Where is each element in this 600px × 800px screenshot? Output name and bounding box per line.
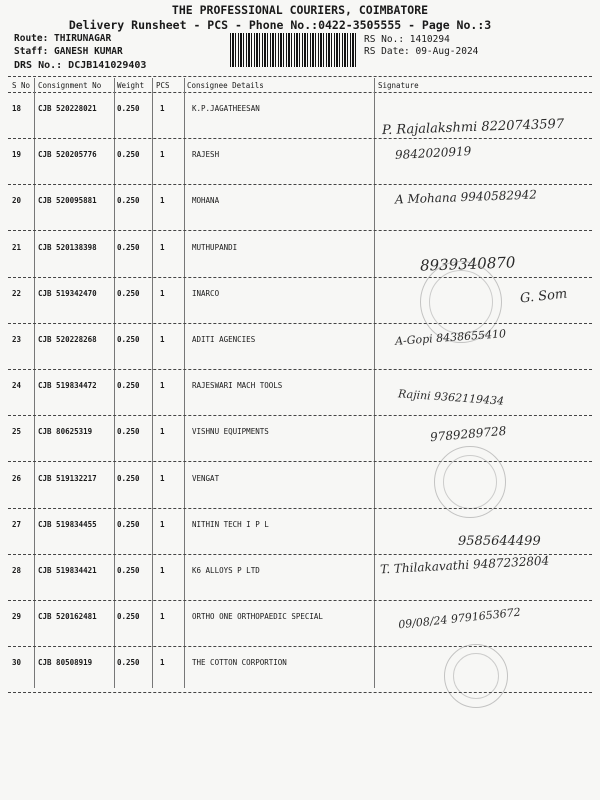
consignment-number: CJB 519342470: [38, 288, 97, 298]
header-rule-bottom: [8, 92, 592, 93]
table-row: [0, 279, 600, 325]
serial-number: 30: [12, 658, 22, 668]
col-pcs: PCS: [156, 81, 170, 90]
handwritten-signature: Rajini 9362119434: [397, 387, 505, 408]
table-row: [0, 140, 600, 186]
consignee-name: ORTHO ONE ORTHOPAEDIC SPECIAL: [192, 612, 323, 622]
company-title: THE PROFESSIONAL COURIERS, COIMBATORE: [171, 3, 429, 17]
consignment-number: CJB 520095881: [38, 196, 97, 206]
pieces: 1: [160, 519, 165, 529]
consignee-name: MOHANA: [192, 196, 220, 206]
consignment-number: CJB 520228268: [38, 335, 97, 344]
consignment-number: CJB 519132217: [38, 473, 97, 483]
serial-number: 20: [12, 196, 22, 206]
weight: 0.250: [117, 566, 140, 575]
handwritten-signature: G. Som: [519, 286, 568, 307]
weight: 0.250: [117, 150, 140, 160]
col-weight: Weight: [117, 81, 145, 90]
consignee-name: RAJESH: [192, 150, 220, 160]
handwritten-signature: 9585644499: [458, 533, 541, 549]
consignment-number: CJB 520162481: [38, 612, 97, 622]
weight: 0.250: [117, 381, 140, 391]
pieces: 1: [160, 612, 165, 622]
consignment-number: CJB 519834455: [38, 519, 97, 529]
pieces: 1: [160, 658, 165, 668]
handwritten-signature: T. Thilakavathi 9487232804: [379, 553, 550, 577]
consignee-name: MUTHUPANDI: [192, 242, 238, 252]
rubber-stamp: [444, 644, 508, 708]
row-divider: [8, 600, 592, 601]
serial-number: 27: [12, 519, 22, 529]
serial-number: 28: [12, 566, 22, 575]
consignment-number: CJB 519834421: [38, 566, 97, 575]
row-divider: [8, 692, 592, 693]
weight: 0.250: [117, 288, 140, 298]
serial-number: 29: [12, 612, 22, 622]
col-sno: S No: [12, 81, 31, 90]
pieces: 1: [160, 288, 165, 298]
table-row: [0, 417, 600, 463]
consignee-name: THE COTTON CORPORTION: [192, 658, 287, 668]
consignment-number: CJB 520138398: [38, 242, 97, 252]
consignment-number: CJB 519834472: [38, 381, 97, 391]
consignee-name: VENGAT: [192, 473, 220, 483]
consignee-name: K6 ALLOYS P LTD: [192, 566, 260, 575]
row-divider: [8, 138, 592, 139]
row-divider: [8, 415, 592, 416]
pieces: 1: [160, 381, 165, 391]
serial-number: 23: [12, 335, 22, 344]
consignee-name: K.P.JAGATHEESAN: [192, 104, 260, 113]
table-row: [0, 371, 600, 417]
runsheet-title: Delivery Runsheet - PCS - Phone No.:0422-3505555 - Page No.:3: [68, 18, 492, 32]
consignment-number: CJB 80625319: [38, 427, 93, 437]
weight: 0.250: [117, 658, 140, 668]
rs-date: RS Date: 09-Aug-2024: [364, 46, 479, 57]
consignment-number: CJB 80508919: [38, 658, 93, 668]
table-row: [0, 186, 600, 232]
drs-number: DRS No.: DCJB141029403: [14, 60, 147, 71]
pieces: 1: [160, 196, 165, 206]
weight: 0.250: [117, 427, 140, 437]
row-divider: [8, 461, 592, 462]
handwritten-signature: 9789289728: [429, 424, 507, 445]
table-row: [0, 510, 600, 556]
weight: 0.250: [117, 473, 140, 483]
header-rule-top: [8, 76, 592, 77]
staff-label: Staff: GANESH KUMAR: [14, 46, 123, 57]
weight: 0.250: [117, 335, 140, 344]
consignee-name: NITHIN TECH I P L: [192, 519, 269, 529]
route-label: Route: THIRUNAGAR: [14, 33, 112, 44]
col-consignment: Consignment No: [38, 81, 102, 90]
handwritten-signature: P. Rajalakshmi 8220743597: [381, 116, 565, 139]
weight: 0.250: [117, 242, 140, 252]
row-divider: [8, 184, 592, 185]
handwritten-signature: A-Gopi 8438655410: [394, 327, 507, 348]
pieces: 1: [160, 427, 165, 437]
table-row: [0, 464, 600, 510]
row-divider: [8, 277, 592, 278]
row-divider: [8, 369, 592, 370]
serial-number: 24: [12, 381, 22, 391]
weight: 0.250: [117, 104, 140, 113]
serial-number: 25: [12, 427, 22, 437]
col-consignee: Consignee Details: [187, 81, 264, 90]
pieces: 1: [160, 150, 165, 160]
table-row: [0, 648, 600, 694]
serial-number: 21: [12, 242, 22, 252]
consignment-number: CJB 520205776: [38, 150, 97, 160]
serial-number: 22: [12, 288, 22, 298]
pieces: 1: [160, 242, 165, 252]
row-divider: [8, 554, 592, 555]
table-row: [0, 553, 600, 602]
table-row: [0, 233, 600, 279]
row-divider: [8, 230, 592, 231]
handwritten-signature: A Mohana 9940582942: [394, 187, 538, 207]
row-divider: [8, 646, 592, 647]
table-row: [0, 602, 600, 648]
pieces: 1: [160, 566, 165, 575]
serial-number: 26: [12, 473, 22, 483]
consignee-name: RAJESWARI MACH TOOLS: [192, 381, 283, 391]
serial-number: 19: [12, 150, 22, 160]
consignee-name: ADITI AGENCIES: [192, 335, 256, 344]
weight: 0.250: [117, 612, 140, 622]
consignee-name: VISHNU EQUIPMENTS: [192, 427, 269, 437]
handwritten-signature: 09/08/24 9791653672: [397, 605, 522, 632]
row-divider: [8, 323, 592, 324]
handwritten-signature: 9842020919: [394, 144, 472, 163]
pieces: 1: [160, 104, 165, 113]
weight: 0.250: [117, 196, 140, 206]
consignee-name: INARCO: [192, 288, 220, 298]
barcode: [230, 33, 358, 67]
weight: 0.250: [117, 519, 140, 529]
rs-number: RS No.: 1410294: [364, 34, 450, 45]
handwritten-signature: 8939340870: [419, 252, 516, 275]
consignment-number: CJB 520228021: [38, 104, 97, 113]
pieces: 1: [160, 473, 165, 483]
serial-number: 18: [12, 104, 22, 113]
table-row: [0, 94, 600, 140]
pieces: 1: [160, 335, 165, 344]
row-divider: [8, 508, 592, 509]
col-signature: Signature: [378, 81, 419, 90]
table-row: [0, 325, 600, 371]
